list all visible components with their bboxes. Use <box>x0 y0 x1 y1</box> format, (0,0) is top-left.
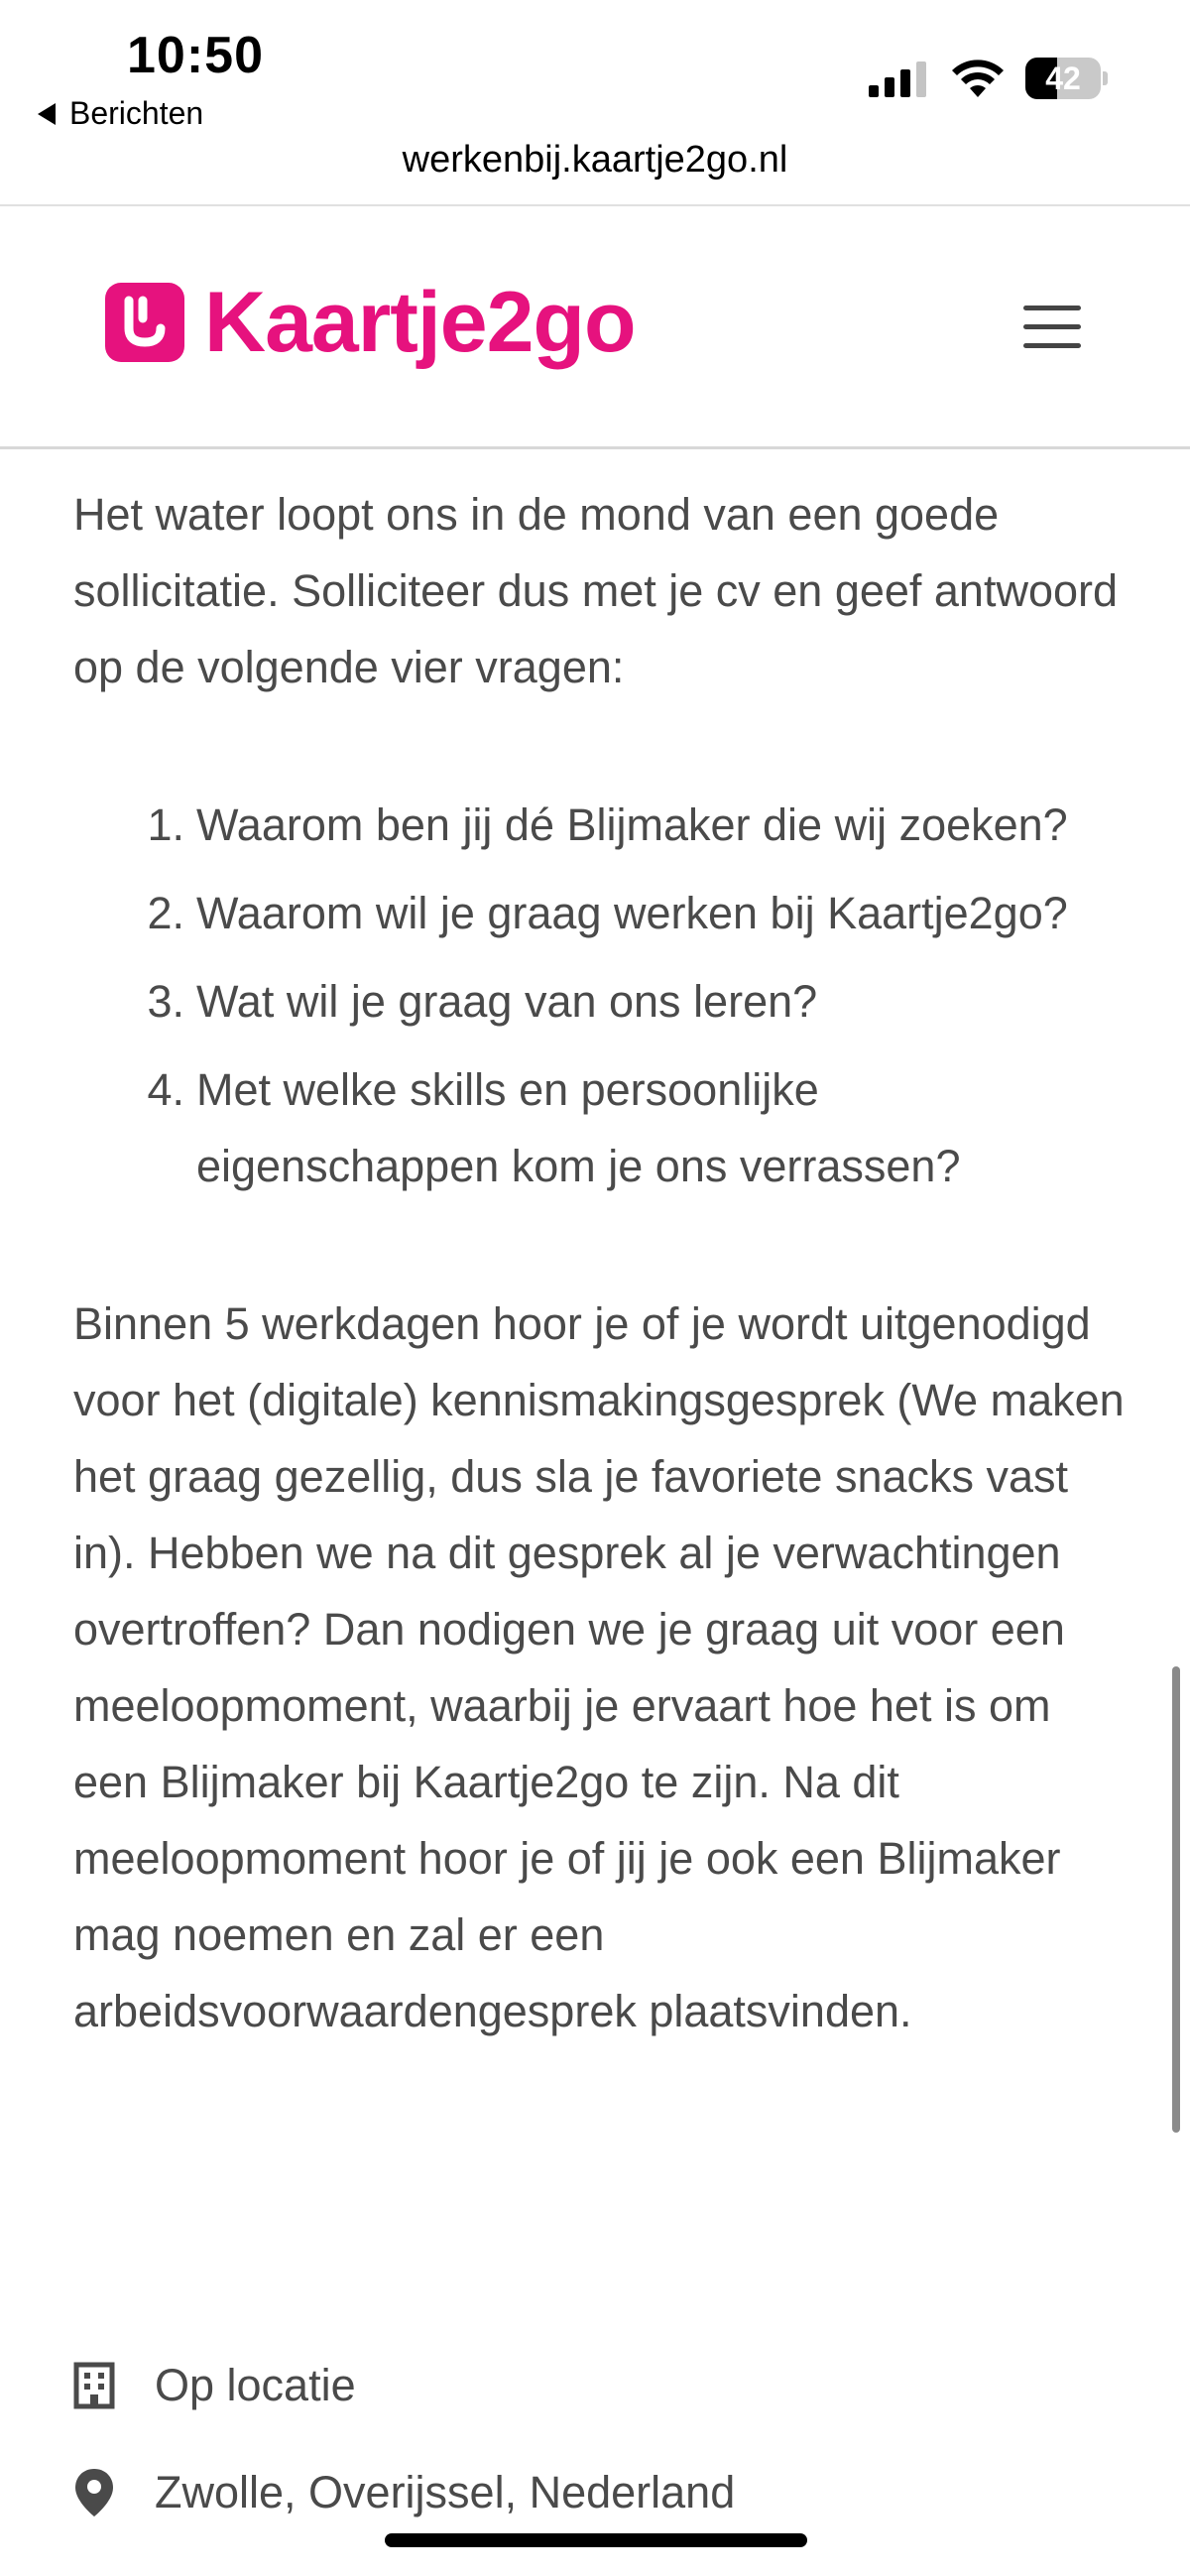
job-content <box>73 476 1125 2049</box>
status-bar <box>0 0 1190 181</box>
list-number: 3. <box>147 976 184 1027</box>
list-number: 1. <box>147 799 184 850</box>
home-indicator[interactable] <box>385 2533 807 2547</box>
kaartje2go-logo[interactable] <box>105 275 636 370</box>
map-pin-icon <box>73 2467 115 2518</box>
logo-smile-icon <box>105 283 184 362</box>
location-label: Zwolle, Overijssel, Nederland <box>155 2467 736 2517</box>
address-bar-url[interactable]: werkenbij.kaartje2go.nl <box>402 139 788 181</box>
list-item <box>73 1051 1125 1204</box>
workplace-label: Op locatie <box>155 2360 356 2410</box>
list-text: Waarom wil je graag werken bij Kaartje2go? <box>196 888 1068 938</box>
page-scrollbar[interactable] <box>1172 1666 1180 2133</box>
list-item <box>73 963 1125 1040</box>
questions-list <box>73 787 1125 1204</box>
site-header <box>0 206 1190 448</box>
cellular-signal-icon <box>869 61 932 97</box>
battery-level: 42 <box>1045 61 1081 96</box>
list-text: Waarom ben jij dé Blijmaker die wij zoeken? <box>196 799 1068 850</box>
process-paragraph: Binnen 5 werkdagen hoor je of je wordt uitgenodigd voor het (digitale) kennismakingsgesprek (We maken het graag gezellig, dus sla je favoriete snacks vast in). Hebben we na dit gesprek al je verwachtingen overtroffen? Dan nodigen we je graag uit voor een meeloopmoment, waarbij je ervaart hoe het is om een Blijmaker bij Kaartje2go te zijn. Na dit meeloopmoment hoor je of jij je ook een Blijmaker mag noemen en zal er een arbeidsvoorwaardengesprek plaatsvinden. <box>73 1298 1125 2036</box>
intro-paragraph: Het water loopt ons in de mond van een goede sollicitatie. Solliciteer dus met je cv en geef antwoord op de volgende vier vragen: <box>73 489 1119 692</box>
header-divider <box>0 446 1190 449</box>
back-arrow-icon <box>38 103 56 125</box>
location-row <box>73 2458 1125 2527</box>
logo-text: Kaartje2go <box>204 275 636 370</box>
status-time: 10:50 <box>127 27 264 84</box>
list-item <box>73 787 1125 863</box>
list-number: 4. <box>147 1064 184 1115</box>
back-to-app-button[interactable] <box>38 95 203 132</box>
list-number: 2. <box>147 888 184 938</box>
back-label: Berichten <box>69 95 204 131</box>
wifi-icon <box>950 58 1006 99</box>
hamburger-menu-icon[interactable] <box>1023 306 1083 349</box>
workplace-row <box>73 2351 1125 2420</box>
list-text: Wat wil je graag van ons leren? <box>196 976 818 1027</box>
building-icon <box>73 2362 115 2409</box>
list-text: Met welke skills en persoonlijke eigenschappen kom je ons verrassen? <box>196 1064 961 1191</box>
battery-icon <box>1025 58 1107 101</box>
list-item <box>73 875 1125 951</box>
